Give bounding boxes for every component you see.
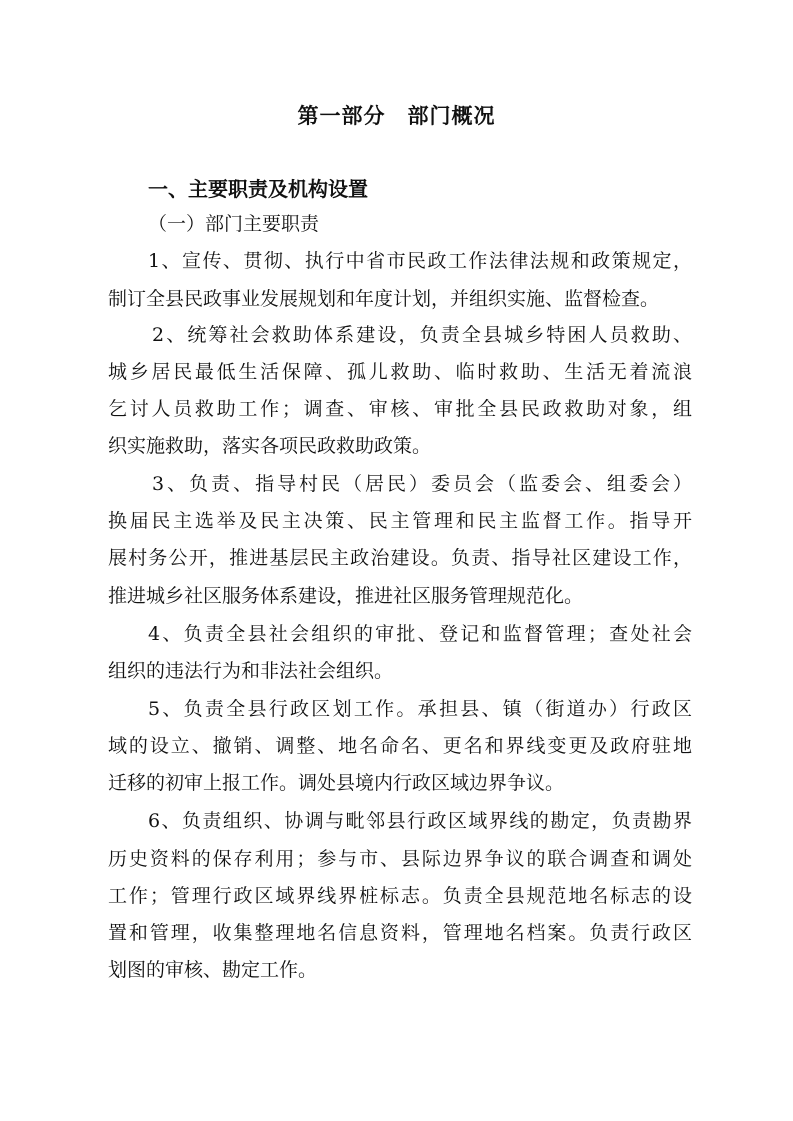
paragraph-4-line-1: 4、负责全县社会组织的审批、登记和监督管理；查处社会 <box>148 623 692 645</box>
subsection-heading: （一）部门主要职责 <box>148 213 320 235</box>
paragraph-3-line-4: 推进城乡社区服务体系建设，推进社区服务管理规范化。 <box>108 585 584 607</box>
paragraph-3-line-1: 3、负责、指导村民（居民）委员会（监委会、组委会） <box>152 473 692 495</box>
paragraph-3-line-2: 换届民主选举及民主决策、民主管理和民主监督工作。指导开 <box>108 510 692 532</box>
paragraph-4-line-2: 组织的违法行为和非法社会组织。 <box>108 660 394 682</box>
paragraph-3-line-3: 展村务公开，推进基层民主政治建设。负责、指导社区建设工作， <box>108 547 692 569</box>
page-title: 第一部分 部门概况 <box>297 104 496 128</box>
paragraph-6-line-4: 置和管理，收集整理地名信息资料，管理地名档案。负责行政区 <box>108 922 692 944</box>
paragraph-1-line-1: 1、宣传、贯彻、执行中省市民政工作法律法规和政策规定， <box>148 250 692 272</box>
paragraph-1-line-2: 制订全县民政事业发展规划和年度计划，并组织实施、监督检查。 <box>108 288 660 310</box>
paragraph-6-line-5: 划图的审核、勘定工作。 <box>108 959 318 981</box>
paragraph-2-line-2: 城乡居民最低生活保障、孤儿救助、临时救助、生活无着流浪 <box>108 361 692 383</box>
paragraph-2-line-3: 乞讨人员救助工作；调查、审核、审批全县民政救助对象，组 <box>108 398 692 420</box>
paragraph-5-line-3: 迁移的初审上报工作。调处县境内行政区域边界争议。 <box>108 772 565 794</box>
paragraph-5-line-1: 5、负责全县行政区划工作。承担县、镇（街道办）行政区 <box>148 698 692 720</box>
paragraph-5-line-2: 域的设立、撤销、调整、地名命名、更名和界线变更及政府驻地 <box>108 735 692 757</box>
paragraph-6-line-3: 工作；管理行政区域界线界桩标志。负责全县规范地名标志的设 <box>108 885 692 907</box>
paragraph-6-line-2: 历史资料的保存利用；参与市、县际边界争议的联合调查和调处 <box>108 848 692 870</box>
paragraph-2-line-1: 2、统筹社会救助体系建设，负责全县城乡特困人员救助、 <box>152 324 692 346</box>
paragraph-6-line-1: 6、负责组织、协调与毗邻县行政区域界线的勘定，负责勘界 <box>148 810 692 832</box>
section-heading: 一、主要职责及机构设置 <box>148 177 368 201</box>
paragraph-2-line-4: 织实施救助，落实各项民政救助政策。 <box>108 435 432 457</box>
